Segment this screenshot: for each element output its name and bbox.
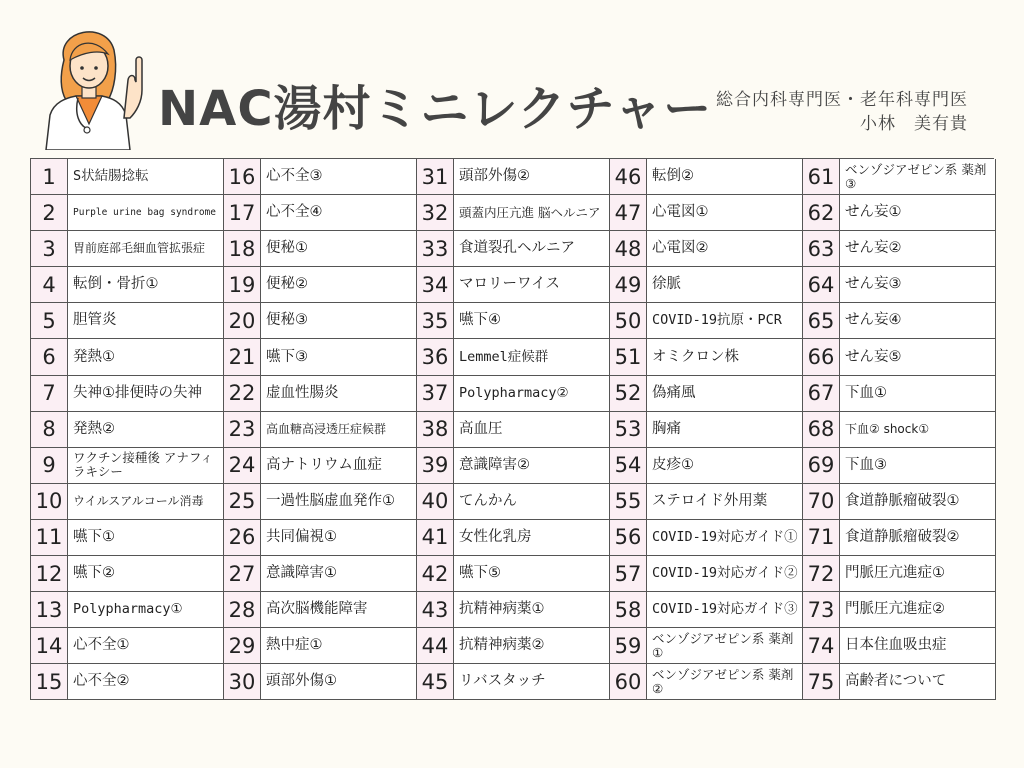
lecture-topic: 嚥下③ bbox=[261, 339, 416, 374]
page-title: NAC湯村ミニレクチャー bbox=[158, 81, 713, 137]
lecture-item[interactable] bbox=[31, 339, 224, 375]
lecture-item[interactable] bbox=[417, 484, 610, 520]
lecture-number: 22 bbox=[224, 376, 261, 411]
lecture-item[interactable] bbox=[610, 592, 803, 628]
lecture-topic: せん妄① bbox=[840, 195, 995, 230]
lecture-item[interactable] bbox=[224, 628, 417, 664]
lecture-topic: COVID-19抗原・PCR bbox=[647, 303, 802, 338]
lecture-number: 4 bbox=[31, 267, 68, 302]
lecture-number: 10 bbox=[31, 484, 68, 519]
lecture-number: 9 bbox=[31, 448, 68, 483]
lecture-topic: ベンゾジアゼピン系 薬剤③ bbox=[840, 159, 995, 194]
lecture-topic: 日本住血吸虫症 bbox=[840, 628, 995, 663]
lecture-number: 25 bbox=[224, 484, 261, 519]
lecture-topic: 便秘③ bbox=[261, 303, 416, 338]
lecture-topic: Purple urine bag syndrome bbox=[68, 195, 223, 230]
lecture-number: 7 bbox=[31, 376, 68, 411]
lecture-item[interactable] bbox=[417, 412, 610, 448]
lecture-item[interactable] bbox=[803, 231, 996, 267]
lecture-item[interactable] bbox=[610, 339, 803, 375]
lecture-number: 48 bbox=[610, 231, 647, 266]
lecture-topic: 共同偏視① bbox=[261, 520, 416, 555]
lecture-item[interactable] bbox=[803, 448, 996, 484]
lecture-number: 43 bbox=[417, 592, 454, 627]
lecture-item[interactable] bbox=[224, 556, 417, 592]
lecture-column bbox=[224, 159, 417, 700]
lecture-number: 52 bbox=[610, 376, 647, 411]
lecture-column bbox=[610, 159, 803, 700]
lecture-number: 68 bbox=[803, 412, 840, 447]
lecture-number: 55 bbox=[610, 484, 647, 519]
lecture-item[interactable] bbox=[803, 556, 996, 592]
lecture-topic: 食道裂孔ヘルニア bbox=[454, 231, 609, 266]
lecture-topic: オミクロン株 bbox=[647, 339, 802, 374]
lecture-number: 37 bbox=[417, 376, 454, 411]
lecture-number: 32 bbox=[417, 195, 454, 230]
lecture-item[interactable] bbox=[31, 448, 224, 484]
header bbox=[0, 0, 1024, 150]
lecture-topic: 徐脈 bbox=[647, 267, 802, 302]
lecture-item[interactable] bbox=[224, 592, 417, 628]
lecture-number: 66 bbox=[803, 339, 840, 374]
lecture-item[interactable] bbox=[224, 303, 417, 339]
lecture-number: 30 bbox=[224, 664, 261, 699]
lecture-item[interactable] bbox=[417, 556, 610, 592]
lecture-topic: てんかん bbox=[454, 484, 609, 519]
lecture-item[interactable] bbox=[224, 231, 417, 267]
lecture-topic: 下血② shock① bbox=[840, 412, 995, 447]
author-credentials: 総合内科専門医・老年科専門医 bbox=[716, 90, 968, 110]
lecture-topic: 心不全④ bbox=[261, 195, 416, 230]
lecture-topic: 一過性脳虚血発作① bbox=[261, 484, 416, 519]
lecture-item[interactable] bbox=[803, 520, 996, 556]
lecture-item[interactable] bbox=[31, 520, 224, 556]
lecture-topic: 食道静脈瘤破裂① bbox=[840, 484, 995, 519]
lecture-number: 60 bbox=[610, 664, 647, 699]
lecture-topic: リバスタッチ bbox=[454, 664, 609, 699]
lecture-item[interactable] bbox=[803, 412, 996, 448]
lecture-topic: 心不全① bbox=[68, 628, 223, 663]
lecture-item[interactable] bbox=[31, 556, 224, 592]
lecture-number: 19 bbox=[224, 267, 261, 302]
lecture-item[interactable] bbox=[417, 376, 610, 412]
lecture-number: 51 bbox=[610, 339, 647, 374]
lecture-item[interactable] bbox=[417, 664, 610, 700]
lecture-column bbox=[31, 159, 224, 700]
lecture-number: 75 bbox=[803, 664, 840, 699]
lecture-item[interactable] bbox=[610, 159, 803, 195]
lecture-item[interactable] bbox=[31, 484, 224, 520]
lecture-topic: 嚥下② bbox=[68, 556, 223, 591]
lecture-item[interactable] bbox=[31, 664, 224, 700]
lecture-number: 11 bbox=[31, 520, 68, 555]
lecture-item[interactable] bbox=[31, 267, 224, 303]
lecture-topic: 熱中症① bbox=[261, 628, 416, 663]
lecture-number: 70 bbox=[803, 484, 840, 519]
lecture-number: 63 bbox=[803, 231, 840, 266]
lecture-topic: 便秘② bbox=[261, 267, 416, 302]
lecture-number: 24 bbox=[224, 448, 261, 483]
lecture-topic: Lemmel症候群 bbox=[454, 339, 609, 374]
lecture-column bbox=[417, 159, 610, 700]
lecture-number: 5 bbox=[31, 303, 68, 338]
lecture-number: 53 bbox=[610, 412, 647, 447]
lecture-item[interactable] bbox=[803, 592, 996, 628]
lecture-item[interactable] bbox=[224, 484, 417, 520]
lecture-number: 31 bbox=[417, 159, 454, 194]
lecture-number: 74 bbox=[803, 628, 840, 663]
lecture-item[interactable] bbox=[610, 195, 803, 231]
lecture-item[interactable] bbox=[803, 267, 996, 303]
lecture-number: 29 bbox=[224, 628, 261, 663]
lecture-number: 50 bbox=[610, 303, 647, 338]
lecture-item[interactable] bbox=[610, 376, 803, 412]
lecture-number: 28 bbox=[224, 592, 261, 627]
lecture-number: 15 bbox=[31, 664, 68, 699]
lecture-number: 1 bbox=[31, 159, 68, 194]
lecture-topic: 発熱① bbox=[68, 339, 223, 374]
lecture-number: 59 bbox=[610, 628, 647, 663]
lecture-item[interactable] bbox=[31, 628, 224, 664]
lecture-topic: 虚血性腸炎 bbox=[261, 376, 416, 411]
lecture-number: 71 bbox=[803, 520, 840, 555]
lecture-item[interactable] bbox=[610, 267, 803, 303]
lecture-topic: せん妄③ bbox=[840, 267, 995, 302]
lecture-topic: 門脈圧亢進症② bbox=[840, 592, 995, 627]
lecture-item[interactable] bbox=[417, 231, 610, 267]
lecture-number: 27 bbox=[224, 556, 261, 591]
lecture-item[interactable] bbox=[31, 195, 224, 231]
lecture-topic: 胸痛 bbox=[647, 412, 802, 447]
lecture-number: 72 bbox=[803, 556, 840, 591]
lecture-topic: 意識障害② bbox=[454, 448, 609, 483]
lecture-topic: 下血③ bbox=[840, 448, 995, 483]
lecture-topic: ベンゾジアゼピン系 薬剤① bbox=[647, 628, 802, 663]
lecture-number: 17 bbox=[224, 195, 261, 230]
lecture-topic: 門脈圧亢進症① bbox=[840, 556, 995, 591]
lecture-number: 3 bbox=[31, 231, 68, 266]
lecture-number: 47 bbox=[610, 195, 647, 230]
lecture-number: 23 bbox=[224, 412, 261, 447]
lecture-number: 14 bbox=[31, 628, 68, 663]
lecture-topic: 失神①排便時の失神 bbox=[68, 376, 223, 411]
lecture-number: 49 bbox=[610, 267, 647, 302]
lecture-topic: 食道静脈瘤破裂② bbox=[840, 520, 995, 555]
lecture-topic: 抗精神病薬① bbox=[454, 592, 609, 627]
lecture-number: 35 bbox=[417, 303, 454, 338]
lecture-item[interactable] bbox=[31, 592, 224, 628]
lecture-topic: 心不全③ bbox=[261, 159, 416, 194]
lecture-item[interactable] bbox=[610, 520, 803, 556]
lecture-item[interactable] bbox=[610, 303, 803, 339]
doctor-avatar-icon bbox=[36, 20, 146, 150]
lecture-number: 20 bbox=[224, 303, 261, 338]
lecture-number: 13 bbox=[31, 592, 68, 627]
lecture-item[interactable] bbox=[224, 520, 417, 556]
lecture-number: 62 bbox=[803, 195, 840, 230]
lecture-number: 18 bbox=[224, 231, 261, 266]
lecture-number: 39 bbox=[417, 448, 454, 483]
lecture-topic: 高血圧 bbox=[454, 412, 609, 447]
lecture-topic: 心電図② bbox=[647, 231, 802, 266]
lecture-topic: 発熱② bbox=[68, 412, 223, 447]
lecture-number: 8 bbox=[31, 412, 68, 447]
lecture-item[interactable] bbox=[803, 484, 996, 520]
lecture-number: 44 bbox=[417, 628, 454, 663]
lecture-topic: S状結腸捻転 bbox=[68, 159, 223, 194]
lecture-item[interactable] bbox=[610, 556, 803, 592]
lecture-item[interactable] bbox=[803, 159, 996, 195]
lecture-item[interactable] bbox=[224, 376, 417, 412]
lecture-item[interactable] bbox=[803, 664, 996, 700]
lecture-item[interactable] bbox=[417, 267, 610, 303]
lecture-item[interactable] bbox=[31, 303, 224, 339]
lecture-topic: せん妄⑤ bbox=[840, 339, 995, 374]
lecture-item[interactable] bbox=[417, 195, 610, 231]
lecture-number: 33 bbox=[417, 231, 454, 266]
lecture-topic: せん妄④ bbox=[840, 303, 995, 338]
lecture-item[interactable] bbox=[417, 303, 610, 339]
lecture-number: 6 bbox=[31, 339, 68, 374]
lecture-topic: 胆管炎 bbox=[68, 303, 223, 338]
lecture-number: 21 bbox=[224, 339, 261, 374]
lecture-topic: ワクチン接種後 アナフィラキシー bbox=[68, 448, 223, 483]
lecture-item[interactable] bbox=[610, 484, 803, 520]
lecture-topic: COVID-19対応ガイド① bbox=[647, 520, 802, 555]
lecture-number: 12 bbox=[31, 556, 68, 591]
lecture-number: 26 bbox=[224, 520, 261, 555]
lecture-column bbox=[803, 159, 996, 700]
lecture-topic: 転倒② bbox=[647, 159, 802, 194]
lecture-item[interactable] bbox=[224, 159, 417, 195]
lecture-item[interactable] bbox=[417, 339, 610, 375]
lecture-number: 73 bbox=[803, 592, 840, 627]
lecture-topic: 偽痛風 bbox=[647, 376, 802, 411]
lecture-topic: 嚥下⑤ bbox=[454, 556, 609, 591]
lecture-topic: 頭部外傷① bbox=[261, 664, 416, 699]
lecture-item[interactable] bbox=[803, 376, 996, 412]
lecture-topic: 嚥下④ bbox=[454, 303, 609, 338]
lecture-topic: 胃前庭部毛細血管拡張症 bbox=[68, 231, 223, 266]
lecture-item[interactable] bbox=[417, 448, 610, 484]
lecture-item[interactable] bbox=[31, 231, 224, 267]
lecture-number: 42 bbox=[417, 556, 454, 591]
lecture-number: 41 bbox=[417, 520, 454, 555]
lecture-topic: ウイルスアルコール消毒 bbox=[68, 484, 223, 519]
lecture-topic: 転倒・骨折① bbox=[68, 267, 223, 302]
lecture-topic: 抗精神病薬② bbox=[454, 628, 609, 663]
lecture-item[interactable] bbox=[610, 412, 803, 448]
lecture-topic: 下血① bbox=[840, 376, 995, 411]
lecture-topic: 意識障害① bbox=[261, 556, 416, 591]
lecture-number: 67 bbox=[803, 376, 840, 411]
lecture-item[interactable] bbox=[803, 195, 996, 231]
lecture-number: 58 bbox=[610, 592, 647, 627]
lecture-topic: 嚥下① bbox=[68, 520, 223, 555]
lecture-item[interactable] bbox=[31, 159, 224, 195]
lecture-item[interactable] bbox=[224, 267, 417, 303]
lecture-number: 40 bbox=[417, 484, 454, 519]
lecture-item[interactable] bbox=[31, 376, 224, 412]
lecture-item[interactable] bbox=[417, 592, 610, 628]
lecture-item[interactable] bbox=[224, 664, 417, 700]
lecture-topic: 心電図① bbox=[647, 195, 802, 230]
lecture-number: 46 bbox=[610, 159, 647, 194]
lecture-item[interactable] bbox=[610, 628, 803, 664]
lecture-item[interactable] bbox=[224, 339, 417, 375]
lecture-number: 64 bbox=[803, 267, 840, 302]
lecture-topic: 心不全② bbox=[68, 664, 223, 699]
lecture-topic: COVID-19対応ガイド② bbox=[647, 556, 802, 591]
lecture-topic: ベンゾジアゼピン系 薬剤② bbox=[647, 664, 802, 699]
lecture-item[interactable] bbox=[610, 448, 803, 484]
lecture-topic: Polypharmacy② bbox=[454, 376, 609, 411]
lecture-item[interactable] bbox=[610, 231, 803, 267]
lecture-topic: 女性化乳房 bbox=[454, 520, 609, 555]
lecture-number: 38 bbox=[417, 412, 454, 447]
lecture-item[interactable] bbox=[417, 628, 610, 664]
lecture-item[interactable] bbox=[803, 303, 996, 339]
lecture-topic: Polypharmacy① bbox=[68, 592, 223, 627]
lecture-item[interactable] bbox=[31, 412, 224, 448]
lecture-item[interactable] bbox=[417, 159, 610, 195]
lecture-item[interactable] bbox=[417, 520, 610, 556]
lecture-number: 65 bbox=[803, 303, 840, 338]
lecture-number: 34 bbox=[417, 267, 454, 302]
lecture-topic: せん妄② bbox=[840, 231, 995, 266]
lecture-item[interactable] bbox=[224, 412, 417, 448]
lecture-topic: 便秘① bbox=[261, 231, 416, 266]
lecture-item[interactable] bbox=[224, 195, 417, 231]
lecture-topic: ステロイド外用薬 bbox=[647, 484, 802, 519]
lecture-item[interactable] bbox=[803, 628, 996, 664]
author-info bbox=[716, 88, 968, 136]
author-name: 小林 美有貴 bbox=[860, 114, 968, 134]
lecture-item[interactable] bbox=[803, 339, 996, 375]
lecture-topic: マロリーワイス bbox=[454, 267, 609, 302]
lecture-number: 56 bbox=[610, 520, 647, 555]
lecture-number: 57 bbox=[610, 556, 647, 591]
lecture-number: 69 bbox=[803, 448, 840, 483]
lecture-topic: 高次脳機能障害 bbox=[261, 592, 416, 627]
lecture-topic: 皮疹① bbox=[647, 448, 802, 483]
lecture-number: 2 bbox=[31, 195, 68, 230]
lecture-topic: 高齢者について bbox=[840, 664, 995, 699]
lecture-grid bbox=[30, 158, 994, 700]
lecture-number: 36 bbox=[417, 339, 454, 374]
lecture-number: 54 bbox=[610, 448, 647, 483]
lecture-item[interactable] bbox=[224, 448, 417, 484]
lecture-topic: COVID-19対応ガイド③ bbox=[647, 592, 802, 627]
lecture-topic: 高ナトリウム血症 bbox=[261, 448, 416, 483]
lecture-topic: 高血糖高浸透圧症候群 bbox=[261, 412, 416, 447]
lecture-number: 61 bbox=[803, 159, 840, 194]
lecture-item[interactable] bbox=[610, 664, 803, 700]
lecture-topic: 頭蓋内圧亢進 脳ヘルニア bbox=[454, 195, 609, 230]
lecture-number: 16 bbox=[224, 159, 261, 194]
lecture-topic: 頭部外傷② bbox=[454, 159, 609, 194]
lecture-number: 45 bbox=[417, 664, 454, 699]
